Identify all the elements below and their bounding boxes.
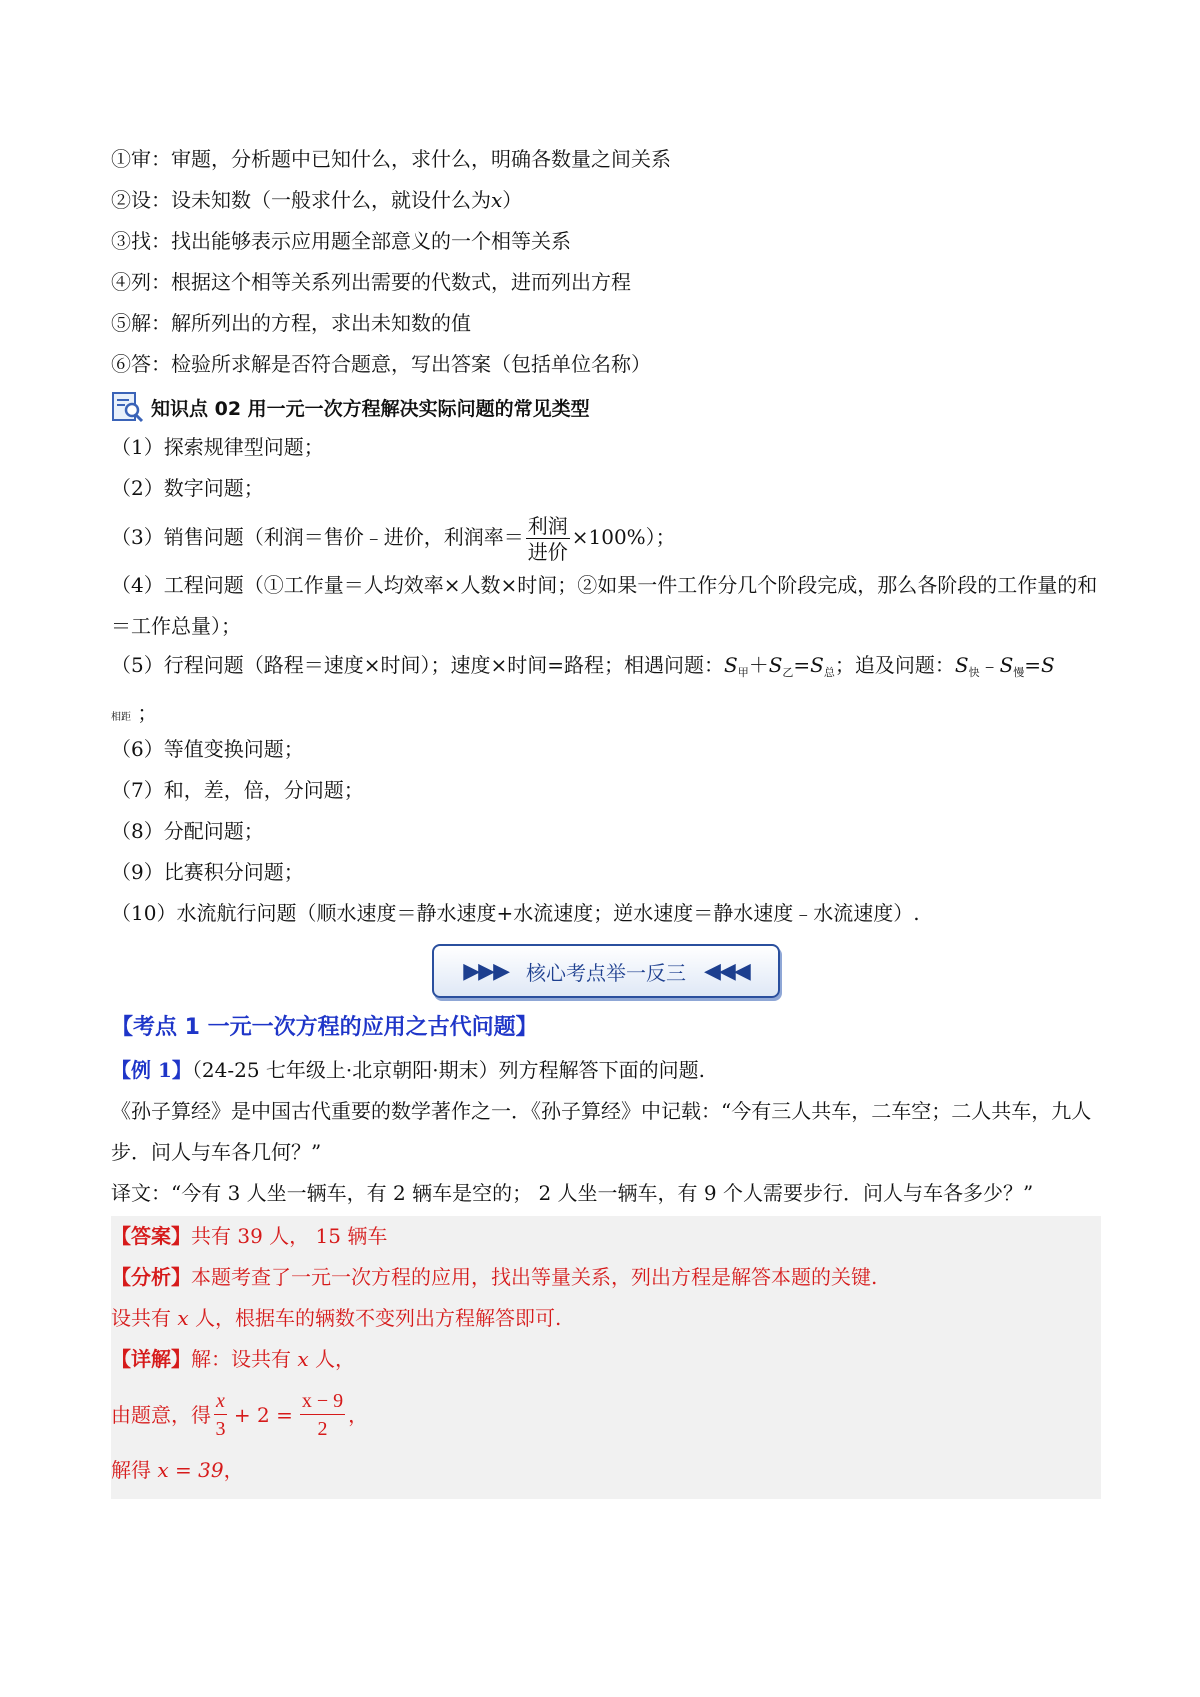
answer-text: 共有 39 人， 15 辆车: [191, 1224, 388, 1248]
example-question: [111, 1050, 1101, 1214]
left-arrows-icon: ◀◀◀: [704, 958, 749, 984]
search-document-icon: [111, 390, 145, 424]
equation-middle: + 2 =: [233, 1403, 293, 1427]
step-2-var: x: [491, 188, 503, 212]
symbol-s: S: [999, 653, 1014, 677]
right-arrows-icon: ▶▶▶: [463, 958, 508, 984]
sub-man: 慢: [1013, 666, 1025, 679]
type-7: （7）和，差，倍，分问题；: [111, 778, 364, 802]
answer-box: [111, 1216, 1101, 1499]
symbol-s: S: [724, 653, 738, 677]
solution-pre: 解得: [111, 1458, 151, 1482]
answer-tag: 【答案】: [111, 1224, 191, 1248]
type-4: （4）工程问题（①工作量＝人均效率×人数×时间；②如果一件工作分几个阶段完成，那么各阶段的工作量的和＝工作总量）；: [111, 573, 1098, 638]
example-header: [111, 1050, 1101, 1091]
minus-sign: ﹣: [979, 653, 1000, 677]
equation-line: [111, 1380, 1101, 1450]
right-numerator: x − 9: [300, 1391, 345, 1415]
detail-line: [111, 1339, 1101, 1380]
step-2: [111, 180, 1101, 221]
analysis-2-var: x: [177, 1306, 189, 1330]
core-points-banner: [432, 944, 780, 998]
banner-wrap: [111, 944, 1101, 998]
type-9: （9）比赛积分问题；: [111, 860, 304, 884]
right-fraction: [300, 1391, 345, 1439]
step-2-text: ②设：设未知数（一般求什么，就设什么为: [111, 188, 491, 212]
detail-post: 人，: [315, 1347, 355, 1371]
analysis-line-2: [111, 1298, 1101, 1339]
knowledge-point-heading: [111, 387, 1101, 427]
solution-line: [111, 1450, 1101, 1491]
example-paragraph-2: 译文：“今有 3 人坐一辆车，有 2 辆车是空的； 2 人坐一辆车，有 9 个人需要步行．问人与车各多少？”: [111, 1181, 1034, 1205]
solution-steps: [111, 139, 1101, 385]
type-6: （6）等值变换问题；: [111, 737, 304, 761]
step-1: ①审：审题，分析题中已知什么，求什么，明确各数量之间关系: [111, 147, 671, 171]
type-1: （1）探索规律型问题；: [111, 435, 324, 459]
banner-label: 核心考点举一反三: [526, 960, 686, 985]
analysis-2-post: 人，根据车的辆数不变列出方程解答即可.: [195, 1306, 562, 1330]
step-4: ④列：根据这个相等关系列出需要的代数式，进而列出方程: [111, 270, 631, 294]
left-denominator: 3: [215, 1418, 226, 1440]
type-3-pre: （3）销售问题（利润＝售价﹣进价，利润率＝: [111, 525, 524, 549]
equals-sign: =: [1024, 653, 1042, 677]
equals-sign: =: [793, 653, 811, 677]
symbol-s: S: [1041, 653, 1055, 677]
symbol-s: S: [768, 653, 783, 677]
equation-pre: 由题意，得: [111, 1403, 211, 1427]
example-source: （24-25 七年级上·北京朝阳·期末）列方程解答下面的问题.: [191, 1058, 705, 1082]
type-5-end: ；: [137, 701, 158, 725]
type-5: [111, 645, 1101, 729]
plus-sign: ＋: [748, 653, 769, 677]
sub-zong: 总: [823, 666, 835, 679]
knowledge-point-title: 知识点 02 用一元一次方程解决实际问题的常见类型: [151, 397, 590, 420]
sub-jia: 甲: [737, 666, 749, 679]
solution-equation: x = 39: [157, 1458, 224, 1482]
fraction-numerator: 利润: [527, 513, 568, 538]
example-tag: 【例 1】: [111, 1058, 192, 1082]
analysis-tag: 【分析】: [111, 1265, 191, 1289]
type-5-text: （5）行程问题（路程＝速度×时间）；速度×时间=路程；相遇问题：: [111, 653, 724, 677]
detail-pre: 解：设共有: [191, 1347, 291, 1371]
sub-yi: 乙: [782, 666, 794, 679]
example-paragraph-1: 《孙子算经》是中国古代重要的数学著作之一．《孙子算经》中记载：“今有三人共车，二车空；二人共车，九人步．问人与车各几何？”: [111, 1099, 1092, 1164]
step-3: ③找：找出能够表示应用题全部意义的一个相等关系: [111, 229, 571, 253]
solution-end: ，: [223, 1458, 244, 1482]
fraction-denominator: 进价: [527, 539, 568, 564]
type-2: （2）数字问题；: [111, 476, 264, 500]
right-denominator: 2: [317, 1418, 328, 1440]
detail-var: x: [297, 1347, 309, 1371]
step-2-end: ）: [502, 188, 523, 212]
problem-types: [111, 427, 1101, 934]
symbol-s: S: [954, 653, 969, 677]
profit-rate-fraction: [526, 513, 570, 564]
answer-line: [111, 1216, 1101, 1257]
type-10: （10）水流航行问题（顺水速度＝静水速度+水流速度；逆水速度＝静水速度﹣水流速度）.: [111, 901, 920, 925]
analysis-2-pre: 设共有: [111, 1306, 171, 1330]
type-8: （8）分配问题；: [111, 819, 264, 843]
exam-point-title: 【考点 1 一元一次方程的应用之古代问题】: [111, 1015, 538, 1040]
sub-xiangju: 相距: [111, 712, 131, 723]
type-3-post: ×100%）；: [571, 525, 676, 549]
left-numerator: x: [214, 1391, 227, 1415]
type-5-chase: ；追及问题：: [834, 653, 955, 677]
detail-tag: 【详解】: [111, 1347, 191, 1371]
step-5: ⑤解：解所列出的方程，求出未知数的值: [111, 311, 471, 335]
type-3: [111, 509, 1101, 565]
content: [111, 139, 1101, 1499]
sub-kuai: 快: [968, 666, 980, 679]
equation-end: ，: [348, 1403, 369, 1427]
step-6: ⑥答：检验所求解是否符合题意，写出答案（包括单位名称）: [111, 352, 651, 376]
analysis-line: [111, 1257, 1101, 1298]
analysis-text: 本题考查了一元一次方程的应用，找出等量关系，列出方程是解答本题的关键.: [191, 1265, 878, 1289]
symbol-s: S: [810, 653, 824, 677]
left-fraction: [214, 1391, 227, 1439]
